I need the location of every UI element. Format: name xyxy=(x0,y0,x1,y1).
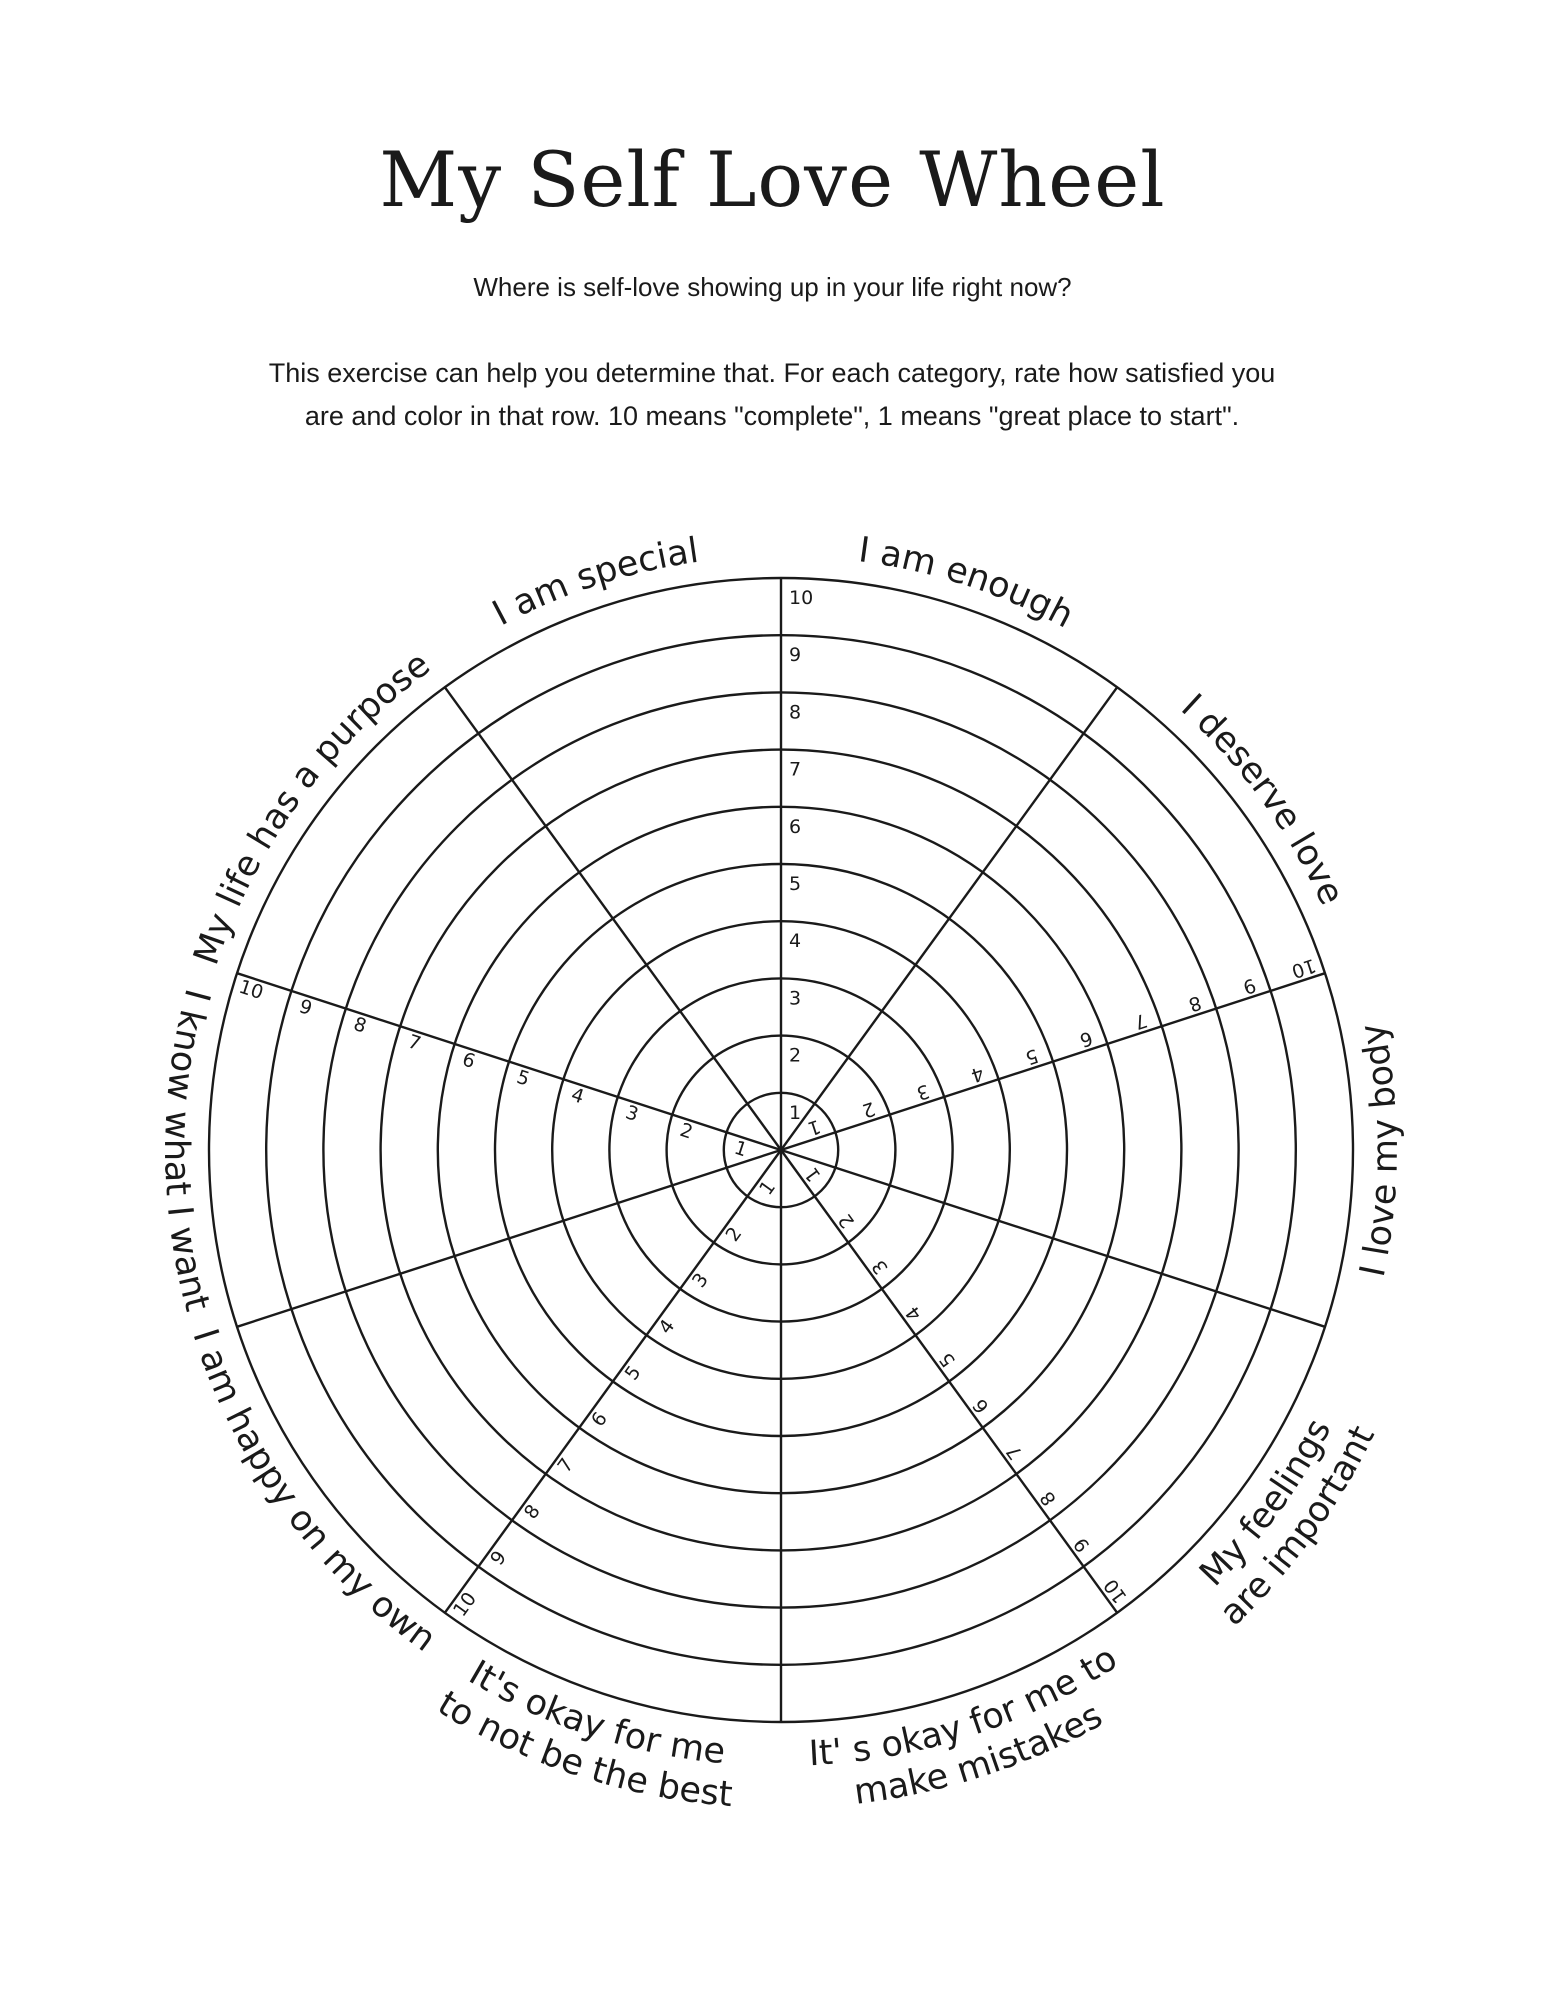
scale-number: 5 xyxy=(1022,1044,1041,1069)
category-label: I deserve love xyxy=(1173,686,1352,911)
scale-number: 7 xyxy=(1131,1008,1150,1034)
scale-number: 8 xyxy=(1185,991,1205,1016)
scale-number: 7 xyxy=(1002,1440,1028,1464)
wheel-spoke-7 xyxy=(445,1150,781,1613)
scale-number: 3 xyxy=(789,987,802,1010)
category-label: It' s okay for me to xyxy=(807,1638,1125,1775)
scale-number: 6 xyxy=(789,815,802,838)
category-label: make mistakes xyxy=(851,1695,1110,1813)
scale-number: 4 xyxy=(654,1315,680,1339)
category-label: I love my body xyxy=(1352,1019,1406,1281)
category-label: I am special xyxy=(486,530,702,635)
category-label: It's okay for me xyxy=(462,1653,728,1773)
scale-number: 9 xyxy=(486,1546,512,1570)
scale-number: 6 xyxy=(1077,1026,1096,1052)
wheel-spoke-10 xyxy=(445,687,781,1150)
scale-number: 4 xyxy=(789,930,802,953)
scale-number: 1 xyxy=(789,1101,802,1124)
category-label: My life has a purpose xyxy=(186,644,438,970)
scale-number: 1 xyxy=(805,1114,824,1140)
scale-number: 2 xyxy=(677,1118,696,1144)
scale-number: 4 xyxy=(968,1061,987,1087)
scale-number: 10 xyxy=(236,975,267,1005)
wheel-spoke-2 xyxy=(781,687,1117,1150)
instructions-line-1: This exercise can help you determine that. For each category, rate how satisfied you xyxy=(268,358,1276,388)
scale-number: 3 xyxy=(913,1079,933,1105)
scale-number: 9 xyxy=(296,995,315,1020)
scale-number: 6 xyxy=(587,1408,612,1431)
scale-number: 10 xyxy=(1099,1574,1132,1608)
scale-number: 9 xyxy=(1240,973,1259,999)
wheel-spoke-5 xyxy=(781,1150,1117,1613)
scale-number: 6 xyxy=(459,1048,478,1073)
scale-number: 2 xyxy=(721,1222,747,1246)
scale-number: 7 xyxy=(789,758,802,781)
scale-number: 1 xyxy=(755,1176,781,1200)
scale-number: 3 xyxy=(622,1101,642,1126)
scale-number: 5 xyxy=(935,1348,960,1371)
scale-number: 5 xyxy=(789,873,802,895)
category-label: My feelings xyxy=(1192,1412,1340,1595)
scale-number: 2 xyxy=(834,1209,860,1233)
scale-number: 1 xyxy=(731,1136,750,1162)
scale-number: 8 xyxy=(350,1012,370,1038)
scale-number: 1 xyxy=(800,1163,826,1186)
scale-number: 3 xyxy=(687,1269,713,1292)
page-title: My Self Love Wheel xyxy=(379,135,1166,224)
scale-number: 5 xyxy=(620,1361,646,1385)
scale-number: 9 xyxy=(789,644,802,667)
scale-number: 10 xyxy=(789,587,814,609)
scale-number: 10 xyxy=(448,1588,482,1621)
scale-number: 3 xyxy=(867,1255,893,1279)
scale-number: 10 xyxy=(1288,953,1319,983)
scale-number: 6 xyxy=(968,1394,994,1418)
category-label: are important xyxy=(1212,1419,1383,1634)
scale-number: 7 xyxy=(553,1454,579,1477)
category-label: to not be the best xyxy=(430,1683,734,1816)
subtitle: Where is self-love showing up in your life right now? xyxy=(473,272,1072,302)
scale-number: 5 xyxy=(514,1065,533,1091)
scale-number: 4 xyxy=(568,1083,587,1109)
scale-number: 4 xyxy=(901,1301,927,1325)
scale-number: 8 xyxy=(789,701,802,724)
scale-number: 7 xyxy=(405,1030,424,1056)
category-label: I am happy on my own xyxy=(184,1324,443,1660)
scale-number: 2 xyxy=(789,1044,802,1067)
scale-number: 8 xyxy=(519,1500,545,1524)
scale-number: 2 xyxy=(859,1097,878,1122)
category-label: I know what I want xyxy=(156,984,218,1316)
category-label: I am enough xyxy=(856,530,1080,637)
scale-number: 9 xyxy=(1069,1533,1095,1557)
instructions-line-2: are and color in that row. 10 means "complete", 1 means "great place to start". xyxy=(304,401,1240,431)
scale-number: 8 xyxy=(1035,1487,1061,1510)
